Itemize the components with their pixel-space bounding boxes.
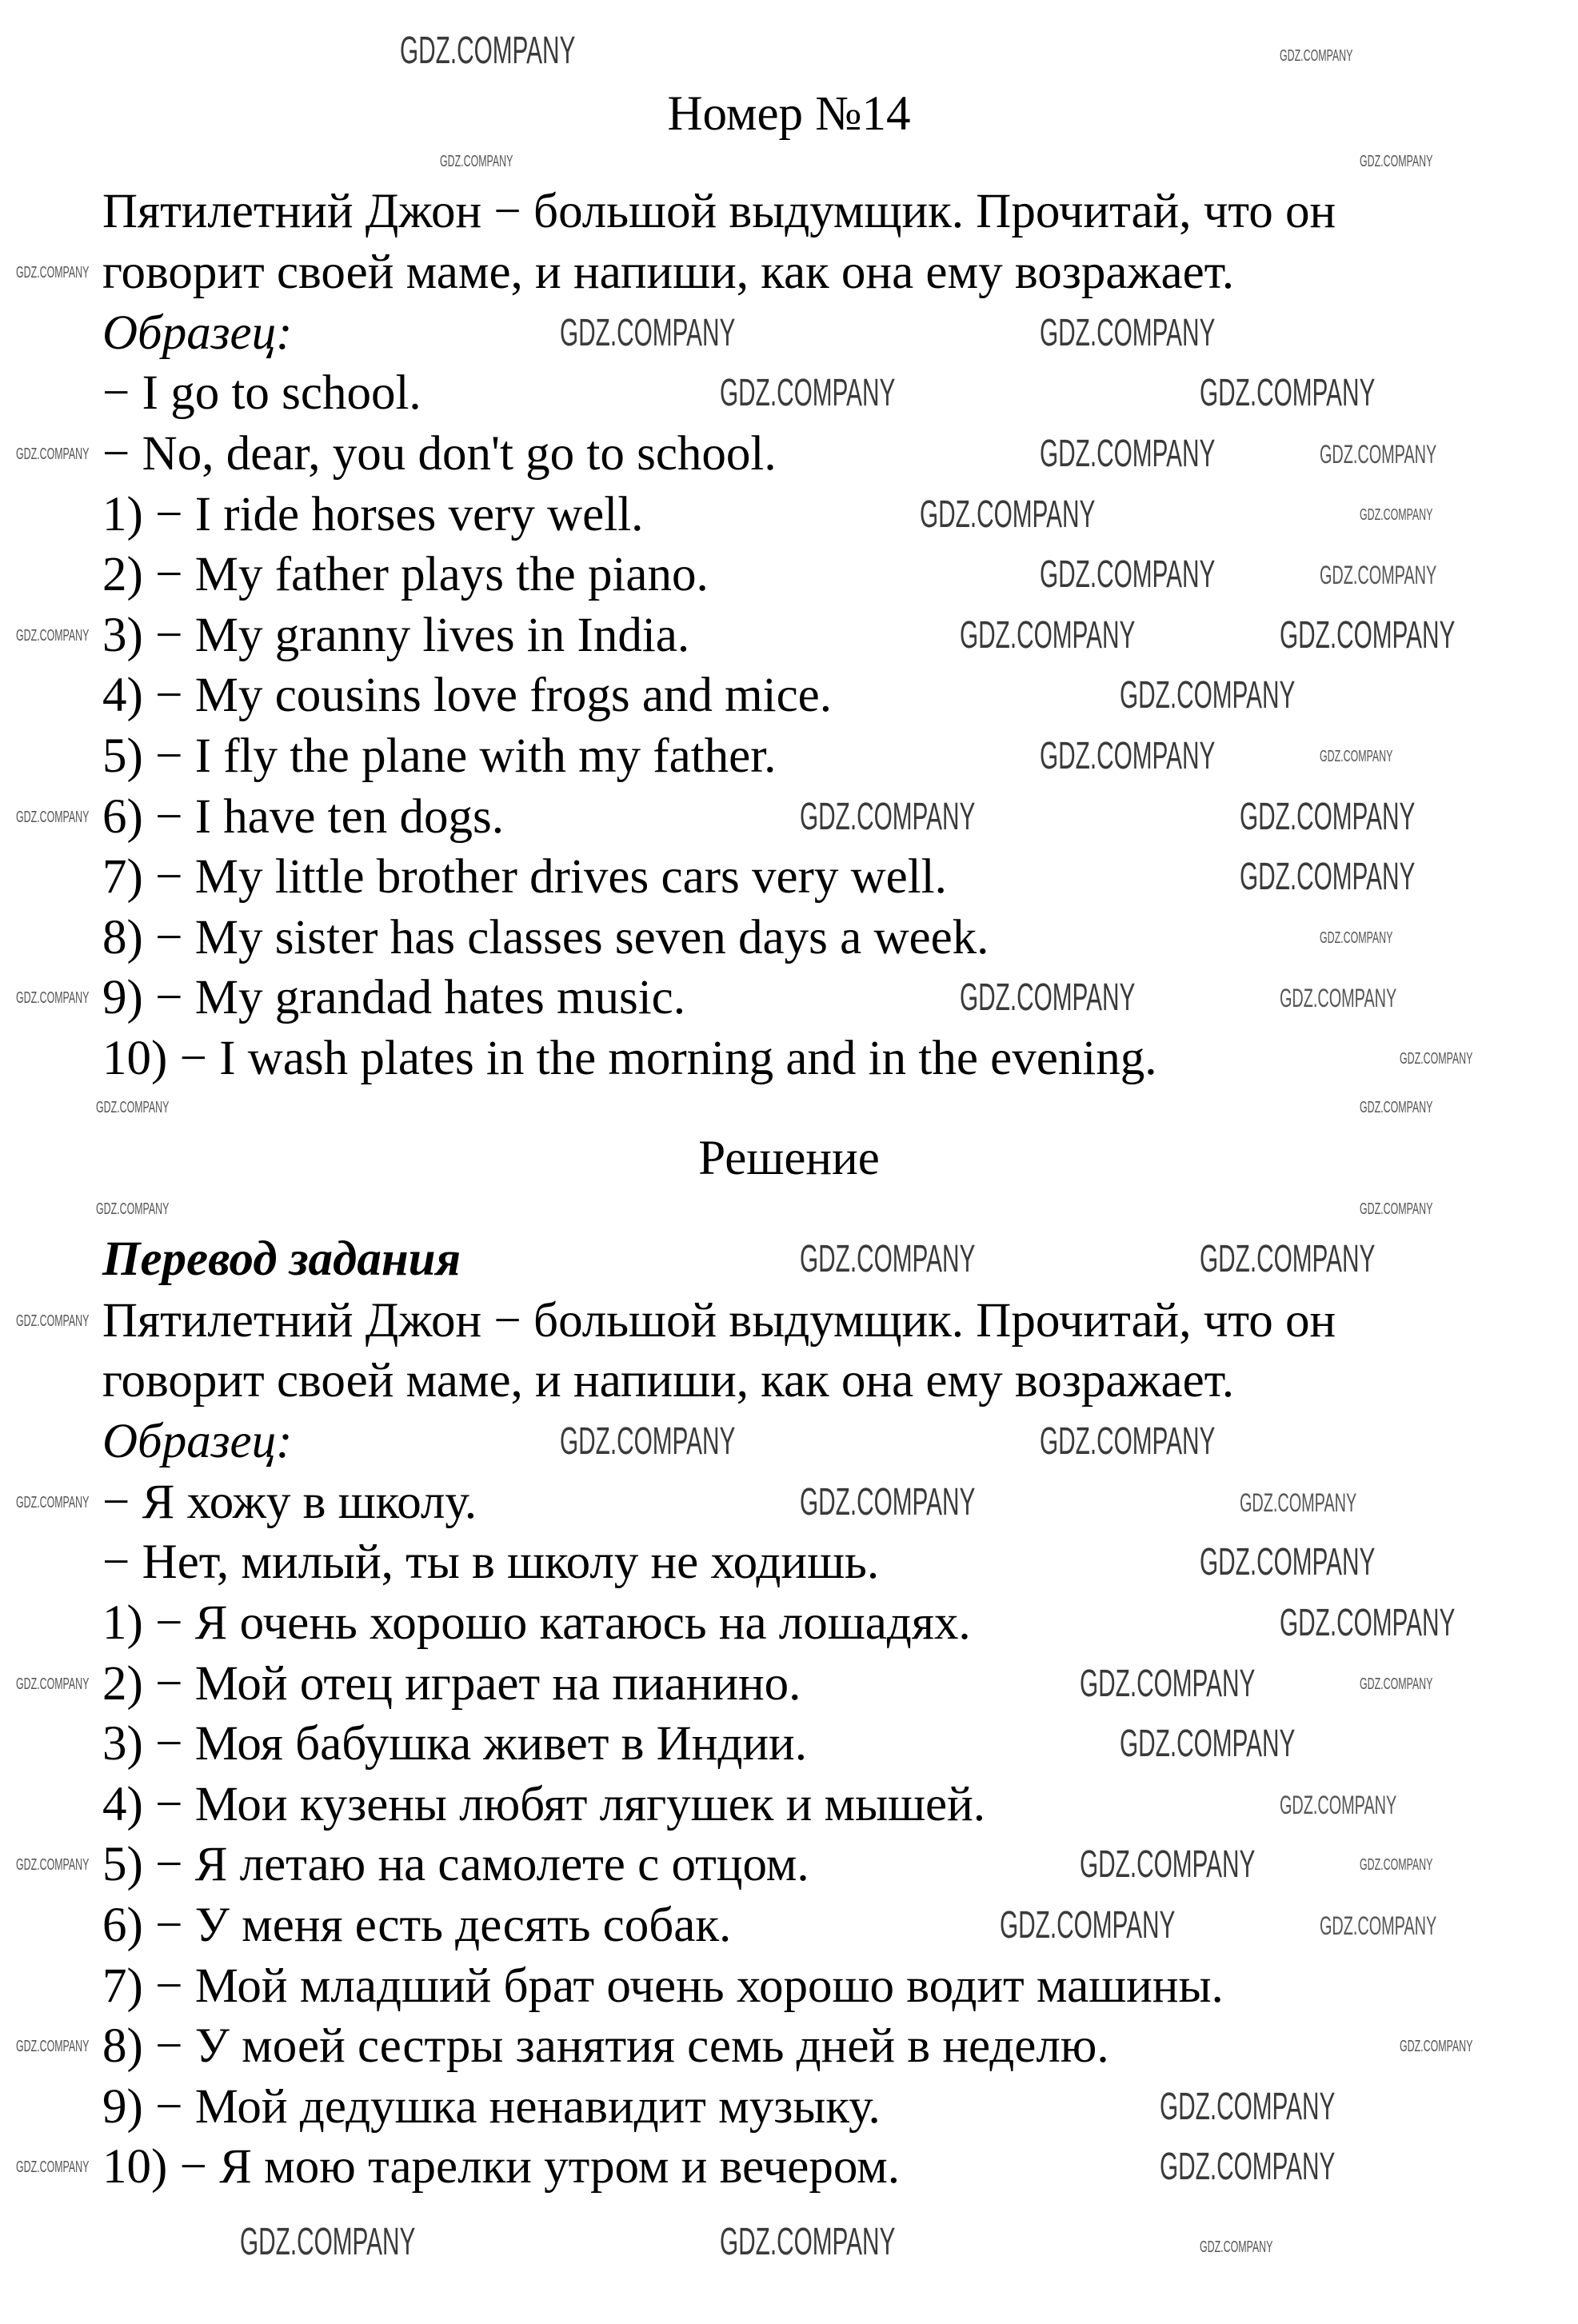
watermark: GDZ.COMPANY: [1320, 561, 1437, 589]
watermark: GDZ.COMPANY: [1280, 47, 1353, 65]
watermark: GDZ.COMPANY: [1040, 312, 1216, 354]
list-item: 9) − Мой дедушка ненавидит музыку.: [102, 2080, 881, 2134]
watermark: GDZ.COMPANY: [960, 976, 1136, 1019]
watermark: GDZ.COMPANY: [1040, 433, 1216, 475]
sample-line: − Я хожу в школу.: [102, 1475, 477, 1529]
list-item: 1) − Я очень хорошо катаюсь на лошадях.: [102, 1596, 971, 1650]
watermark: GDZ.COMPANY: [800, 1238, 976, 1280]
watermark: GDZ.COMPANY: [560, 312, 736, 354]
watermark: GDZ.COMPANY: [1160, 2146, 1336, 2188]
watermark: GDZ.COMPANY: [16, 264, 90, 282]
watermark: GDZ.COMPANY: [1200, 2238, 1273, 2256]
sample-label: Образец:: [102, 1415, 293, 1468]
watermark: GDZ.COMPANY: [1080, 1663, 1256, 1705]
list-item: 6) − I have ten dogs.: [102, 790, 504, 844]
watermark: GDZ.COMPANY: [1320, 440, 1437, 469]
sample-label: Образец:: [102, 306, 293, 360]
task-instruction: Пятилетний Джон − большой выдумщик. Прочитай, что он: [102, 185, 1336, 238]
list-item: 5) − Я летаю на самолете с отцом.: [102, 1838, 809, 1891]
page-title: Номер №14: [667, 87, 911, 141]
list-item: 6) − У меня есть десять собак.: [102, 1899, 732, 1952]
watermark: GDZ.COMPANY: [1320, 1911, 1437, 1940]
watermark: GDZ.COMPANY: [1320, 748, 1393, 765]
watermark: GDZ.COMPANY: [1280, 984, 1397, 1012]
watermark: GDZ.COMPANY: [1200, 1238, 1376, 1280]
watermark: GDZ.COMPANY: [16, 1675, 90, 1693]
list-item: 9) − My grandad hates music.: [102, 971, 685, 1024]
watermark: GDZ.COMPANY: [1240, 1488, 1357, 1517]
watermark: GDZ.COMPANY: [16, 989, 90, 1007]
list-item: 3) − Моя бабушка живет в Индии.: [102, 1717, 807, 1771]
watermark: GDZ.COMPANY: [1000, 1904, 1176, 1947]
watermark: GDZ.COMPANY: [1280, 1602, 1456, 1644]
watermark: GDZ.COMPANY: [440, 153, 513, 170]
watermark: GDZ.COMPANY: [800, 1481, 976, 1523]
watermark: GDZ.COMPANY: [1360, 506, 1433, 524]
watermark: GDZ.COMPANY: [1040, 735, 1216, 777]
watermark: GDZ.COMPANY: [1360, 1675, 1433, 1693]
watermark: GDZ.COMPANY: [400, 30, 576, 72]
watermark: GDZ.COMPANY: [920, 493, 1096, 536]
watermark: GDZ.COMPANY: [16, 2038, 90, 2055]
watermark: GDZ.COMPANY: [240, 2221, 416, 2263]
watermark: GDZ.COMPANY: [1040, 553, 1216, 596]
watermark: GDZ.COMPANY: [1360, 153, 1433, 170]
list-item: 4) − My cousins love frogs and mice.: [102, 669, 832, 722]
watermark: GDZ.COMPANY: [720, 372, 896, 414]
watermark: GDZ.COMPANY: [1400, 2038, 1473, 2055]
watermark: GDZ.COMPANY: [1160, 2086, 1336, 2128]
watermark: GDZ.COMPANY: [16, 1856, 90, 1874]
list-item: 8) − У моей сестры занятия семь дней в неделю.: [102, 2019, 1109, 2073]
watermark: GDZ.COMPANY: [800, 796, 976, 838]
watermark: GDZ.COMPANY: [1360, 1856, 1433, 1874]
watermark: GDZ.COMPANY: [720, 2221, 896, 2263]
watermark: GDZ.COMPANY: [1320, 929, 1393, 947]
watermark: GDZ.COMPANY: [1120, 674, 1296, 717]
watermark: GDZ.COMPANY: [1200, 1541, 1376, 1583]
watermark: GDZ.COMPANY: [16, 1494, 90, 1511]
translation-heading: Перевод задания: [102, 1232, 461, 1286]
sample-line: − Нет, милый, ты в школу не ходишь.: [102, 1535, 880, 1589]
watermark: GDZ.COMPANY: [16, 1312, 90, 1330]
watermark: GDZ.COMPANY: [560, 1420, 736, 1463]
list-item: 10) − I wash plates in the morning and in the evening.: [102, 1032, 1157, 1085]
list-item: 8) − My sister has classes seven days a week.: [102, 911, 989, 964]
watermark: GDZ.COMPANY: [1360, 1200, 1433, 1218]
watermark: GDZ.COMPANY: [16, 627, 90, 645]
translation-instruction: Пятилетний Джон − большой выдумщик. Прочитай, что он: [102, 1294, 1336, 1348]
solution-heading: Решение: [698, 1132, 880, 1185]
list-item: 3) − My granny lives in India.: [102, 609, 690, 662]
watermark: GDZ.COMPANY: [1240, 796, 1416, 838]
watermark: GDZ.COMPANY: [1280, 1791, 1397, 1819]
list-item: 2) − My father plays the piano.: [102, 548, 709, 601]
list-item: 7) − Мой младший брат очень хорошо водит машины.: [102, 1959, 1224, 2013]
watermark: GDZ.COMPANY: [16, 809, 90, 826]
watermark: GDZ.COMPANY: [1240, 856, 1416, 898]
list-item: 2) − Мой отец играет на пианино.: [102, 1657, 801, 1711]
list-item: 7) − My little brother drives cars very well.: [102, 850, 947, 904]
watermark: GDZ.COMPANY: [1400, 1050, 1473, 1068]
watermark: GDZ.COMPANY: [1280, 614, 1456, 657]
list-item: 4) − Мои кузены любят лягушек и мышей.: [102, 1778, 986, 1831]
task-instruction: говорит своей маме, и напиши, как она ему возражает.: [102, 246, 1235, 299]
watermark: GDZ.COMPANY: [1040, 1420, 1216, 1463]
list-item: 1) − I ride horses very well.: [102, 488, 644, 541]
watermark: GDZ.COMPANY: [16, 445, 90, 463]
translation-instruction: говорит своей маме, и напиши, как она ему возражает.: [102, 1354, 1235, 1408]
watermark: GDZ.COMPANY: [1120, 1723, 1296, 1765]
watermark: GDZ.COMPANY: [1080, 1843, 1256, 1886]
watermark: GDZ.COMPANY: [96, 1200, 170, 1218]
watermark: GDZ.COMPANY: [1360, 1099, 1433, 1116]
sample-line: − I go to school.: [102, 366, 421, 420]
list-item: 5) − I fly the plane with my father.: [102, 729, 777, 783]
watermark: GDZ.COMPANY: [96, 1099, 170, 1116]
sample-line: − No, dear, you don't go to school.: [102, 427, 777, 481]
list-item: 10) − Я мою тарелки утром и вечером.: [102, 2140, 901, 2194]
watermark: GDZ.COMPANY: [960, 614, 1136, 657]
watermark: GDZ.COMPANY: [16, 2158, 90, 2176]
watermark: GDZ.COMPANY: [1200, 372, 1376, 414]
